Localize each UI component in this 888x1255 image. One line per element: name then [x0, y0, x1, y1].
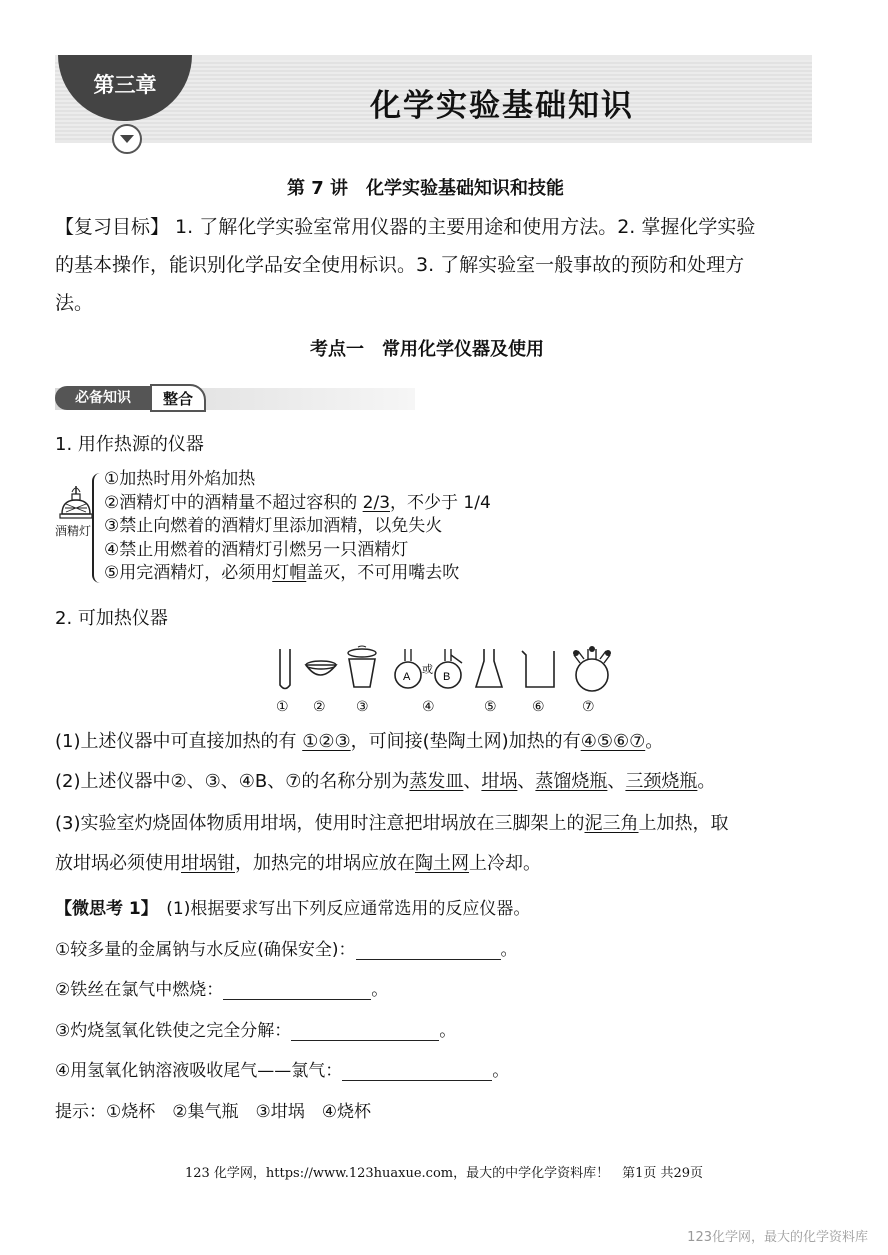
heat-source-heading: 1. 用作热源的仪器: [55, 434, 204, 455]
chapter-tab: 第三章: [58, 55, 192, 121]
test-tube-icon: [280, 649, 290, 689]
heatable-heading: 2. 可加热仪器: [55, 608, 168, 629]
three-neck-flask-icon: [573, 646, 611, 691]
evaporating-dish-icon: [306, 661, 336, 675]
section-tag-dark: 必备知识: [55, 386, 151, 410]
answer-blank[interactable]: [356, 959, 501, 960]
micro-thinking-intro: (1)根据要求写出下列反应通常选用的反应仪器。: [149, 899, 531, 919]
review-text-2: 的基本操作，能识别化学品安全使用标识。3. 了解实验室一般事故的预防和处理方: [55, 254, 745, 276]
list-item: ①加热时用外焰加热: [104, 469, 256, 489]
conical-flask-icon: [476, 649, 502, 687]
list-item: ⑤用完酒精灯，必须用灯帽盖灭，不可用嘴去吹: [104, 563, 460, 583]
watermark: 123化学网，最大的化学资料库: [687, 1230, 868, 1245]
question-2: (2)上述仪器中②、③、④B、⑦的名称分别为蒸发皿、坩埚、蒸馏烧瓶、三颈烧瓶。: [55, 771, 716, 792]
apparatus-label: ③: [356, 699, 369, 715]
page-footer: 123 化学网，https://www.123huaxue.com，最大的中学化学资料库！ 第1页 共29页: [184, 1166, 704, 1181]
list-item: ③禁止向燃着的酒精灯里添加酒精，以免失火: [104, 516, 443, 536]
apparatus-label: ②: [313, 699, 326, 715]
review-text-3: 法。: [55, 292, 94, 314]
answer-blank[interactable]: [342, 1080, 492, 1081]
flask-marker-a: A: [403, 671, 411, 683]
list-item: ②铁丝在氯气中燃烧： 。: [55, 980, 389, 1000]
review-text-1: 1. 了解化学实验室常用仪器的主要用途和使用方法。2. 掌握化学实验: [169, 216, 756, 238]
apparatus-illustration: [270, 645, 620, 695]
section-title: 考点一 常用化学仪器及使用: [310, 339, 544, 360]
round-bottom-flask-icon: [395, 649, 421, 688]
list-item: ④禁止用燃着的酒精灯引燃另一只酒精灯: [104, 539, 409, 560]
apparatus-label: ④: [422, 699, 435, 715]
chevron-down-icon: [112, 124, 142, 154]
section-tag-light: 整合: [150, 384, 206, 412]
micro-thinking-label: 【微思考 1】: [55, 899, 150, 919]
apparatus-label: ⑤: [484, 699, 497, 715]
list-item: ③灼烧氢氧化铁使之完全分解： 。: [55, 1021, 457, 1041]
hint: 提示：①烧杯 ②集气瓶 ③坩埚 ④烧杯: [55, 1102, 371, 1122]
lamp-label: 酒精灯: [55, 524, 92, 538]
lecture-title: 第 7 讲 化学实验基础知识和技能: [287, 178, 565, 199]
question-3: (3)实验室灼烧固体物质用坩埚，使用时注意把坩埚放在三脚架上的泥三角上加热，取 放坩埚必须使用坩埚钳，加热完的坩埚应放在陶土网上冷却。: [55, 813, 729, 874]
lamp-rules: [104, 468, 491, 586]
or-text: 或: [422, 664, 433, 676]
micro-thinking-heading: [55, 894, 530, 919]
list-item: ①较多量的金属钠与水反应(确保安全)： 。: [55, 940, 518, 960]
alcohol-lamp-icon: [58, 484, 94, 522]
list-item: ④用氢氧化钠溶液吸收尾气——氯气： 。: [55, 1061, 510, 1081]
review-label: 【复习目标】: [55, 216, 170, 238]
brace: [92, 473, 104, 583]
apparatus-label: ⑥: [532, 699, 545, 715]
apparatus-label: ⑦: [582, 699, 595, 715]
flask-marker-b: B: [443, 671, 451, 683]
beaker-icon: [522, 651, 554, 687]
review-goals: [55, 208, 845, 322]
distillation-flask-icon: [435, 649, 462, 688]
answer-blank[interactable]: [223, 999, 371, 1000]
chapter-title: 化学实验基础知识: [370, 88, 634, 124]
question-1: (1)上述仪器中可直接加热的有 ①②③，可间接(垫陶土网)加热的有④⑤⑥⑦。: [55, 731, 664, 752]
apparatus-labels: [0, 699, 888, 719]
answer-blank[interactable]: [291, 1040, 439, 1041]
list-item: ②酒精灯中的酒精量不超过容积的 2/3，不少于 1/4: [104, 492, 491, 513]
apparatus-label: ①: [276, 699, 289, 715]
crucible-icon: [348, 646, 376, 687]
